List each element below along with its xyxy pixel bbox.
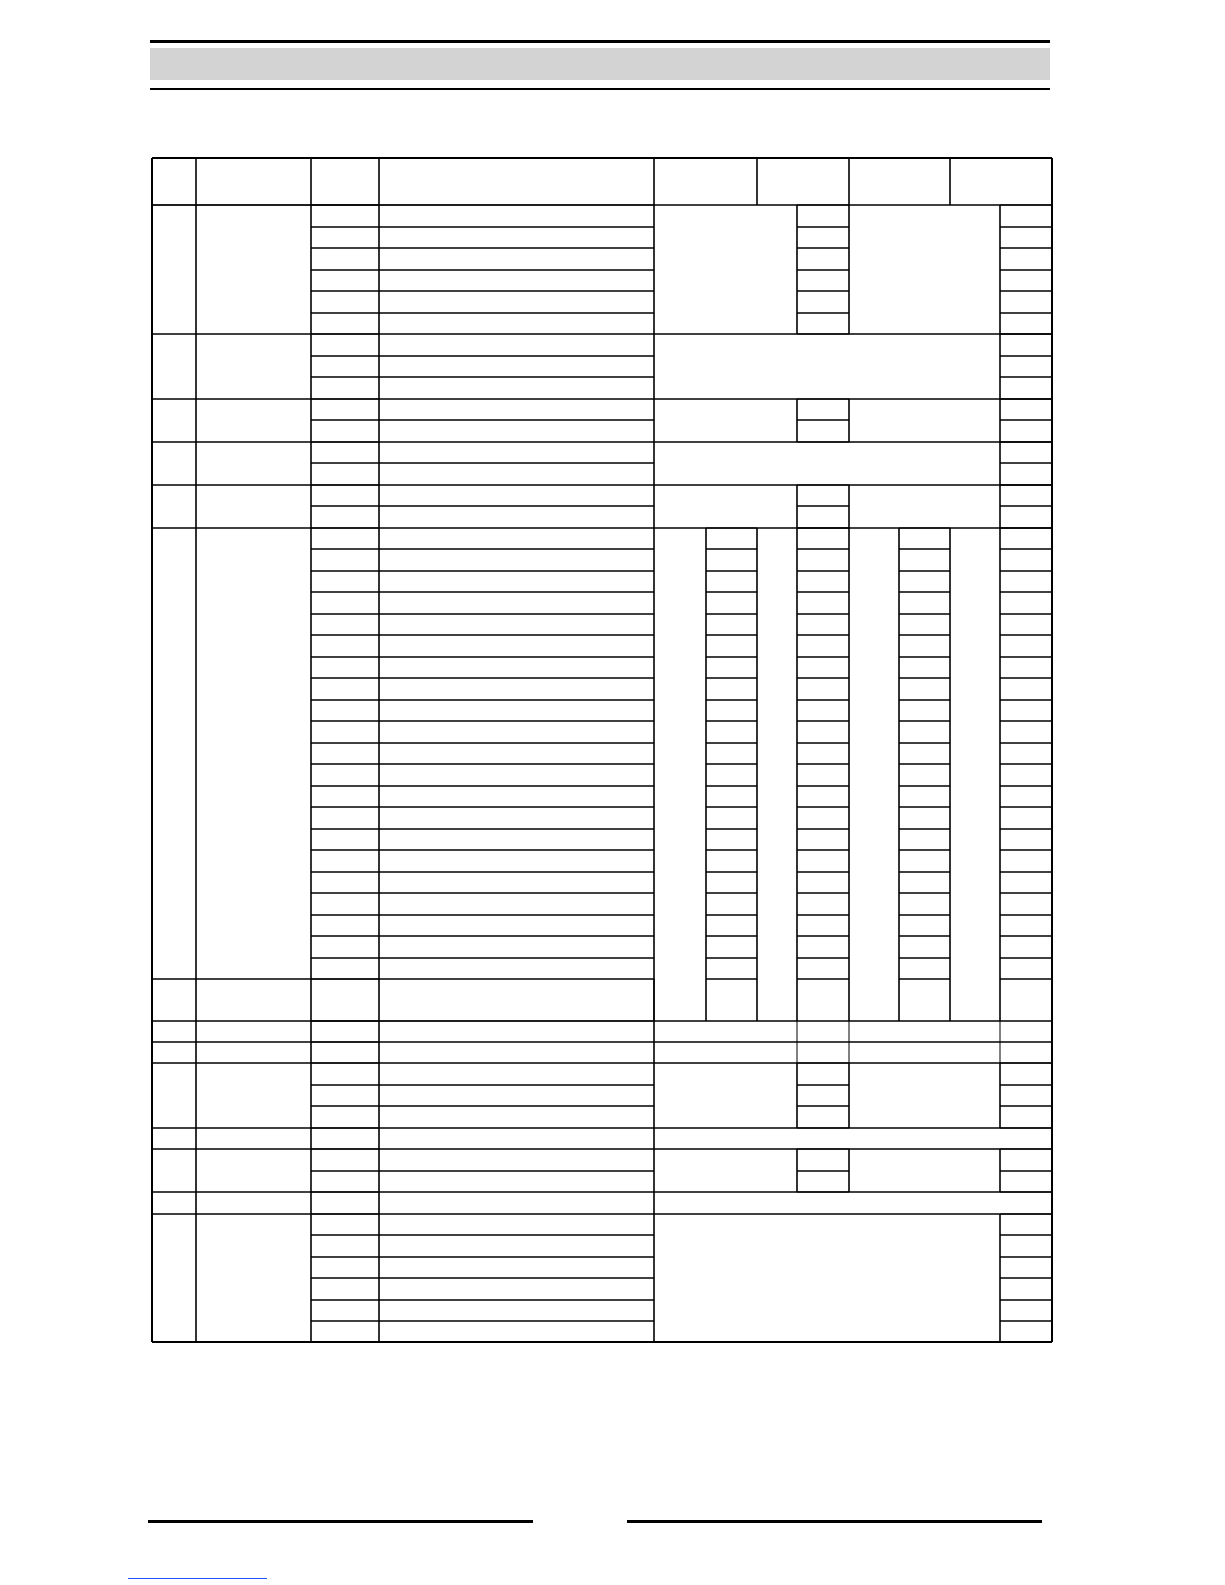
footer-right-rule (627, 1520, 1042, 1523)
footer-link[interactable] (128, 1578, 267, 1579)
footer-left-rule (148, 1520, 533, 1523)
